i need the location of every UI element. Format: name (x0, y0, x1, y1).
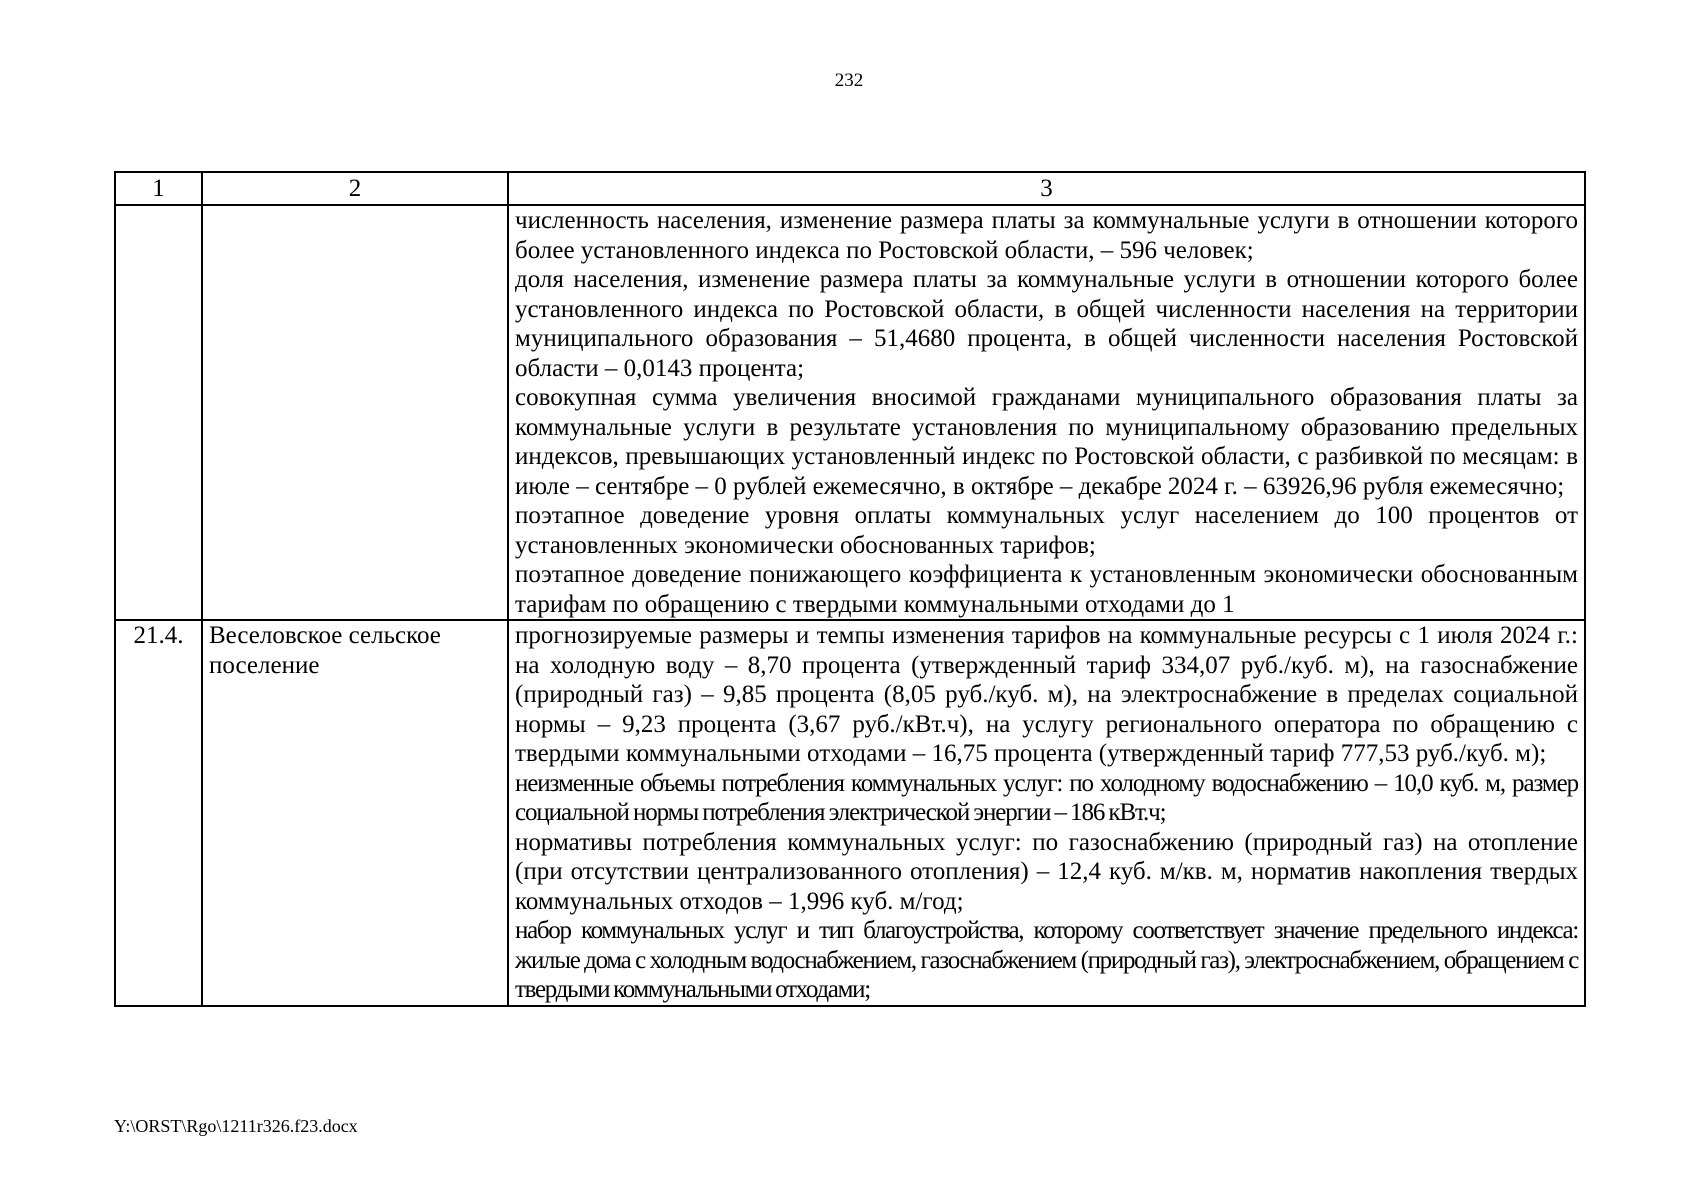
description-cell (508, 620, 1585, 1006)
description-paragraph: совокупная сумма увеличения вносимой гражданами муниципального образования платы за коммунальные услуги в результате установления по муниципальному образованию предельных индексов, превышающих установленный индекс по Ростовской области, с разбивкой по месяцам: в июле – сентябре – 0 рублей ежемесячно, в октябре – декабре 2024 г. – 63926,96 рубля ежемесячно; (515, 384, 1578, 500)
municipality-name-cell: Веселовское сельское поселение (202, 620, 508, 1006)
column-header-3: 3 (508, 172, 1585, 205)
description-paragraph: нормативы потребления коммунальных услуг: по газоснабжению (природный газ) на отопление (при отсутствии централизованного отопления) – 12,4 куб. м/кв. м, норматив накопления твердых коммунальных отходов – 1,996 куб. м/год; (515, 828, 1578, 915)
table-row (115, 205, 1585, 620)
description-paragraph: поэтапное доведение понижающего коэффициента к установленным экономически обоснованным тарифам по обращению с твердыми коммунальными отходами до 1 (515, 561, 1578, 618)
column-header-1: 1 (115, 172, 202, 205)
file-path-footer: Y:\ORST\Rgo\1211r326.f23.docx (114, 1116, 358, 1136)
description-paragraph: поэтапное доведение уровня оплаты коммунальных услуг населением до 100 процентов от установленных экономически обоснованных тарифов; (515, 502, 1578, 559)
description-paragraph: прогнозируемые размеры и темпы изменения тарифов на коммунальные ресурсы с 1 июля 2024 г.: на холодную воду – 8,70 процента (утвержденный тариф 334,07 руб./куб. м), на газоснабжение (природный газ) – 9,85 процента (8,05 руб./куб. м), на электроснабжение в пределах социальной нормы – 9,23 процента (3,67 руб./кВт.ч), на услугу регионального оператора по обращению с твердыми коммунальными отходами – 16,75 процента (утвержденный тариф 777,53 руб./куб. м); (515, 622, 1578, 767)
description-paragraph: набор коммунальных услуг и тип благоустройства, которому соответствует значение предельного индекса: жилые дома с холодным водоснабжением, газоснабжением (природный газ), электроснабжением, обращением с твердыми коммунальными отходами; (515, 917, 1578, 1003)
column-header-2: 2 (202, 172, 508, 205)
description-cell (508, 205, 1585, 620)
municipality-name-cell (202, 205, 508, 620)
row-number-cell: 21.4. (115, 620, 202, 1006)
table-row (115, 620, 1585, 1006)
document-table (114, 171, 1586, 1007)
page-number: 232 (834, 70, 864, 91)
description-paragraph: численность населения, изменение размера платы за коммунальные услуги в отношении которого более установленного индекса по Ростовской области, – 596 человек; (515, 207, 1578, 264)
row-number-cell (115, 205, 202, 620)
table-header-row (115, 172, 1585, 205)
description-paragraph: доля населения, изменение размера платы за коммунальные услуги в отношении которого более установленного индекса по Ростовской области, в общей численности населения на территории муниципального образования – 51,4680 процента, в общей численности населения Ростовской области – 0,0143 процента; (515, 266, 1578, 382)
description-paragraph: неизменные объемы потребления коммунальных услуг: по холодному водоснабжению – 10,0 куб. м, размер социальной нормы потребления электрической энергии – 186 кВт.ч; (515, 769, 1578, 826)
